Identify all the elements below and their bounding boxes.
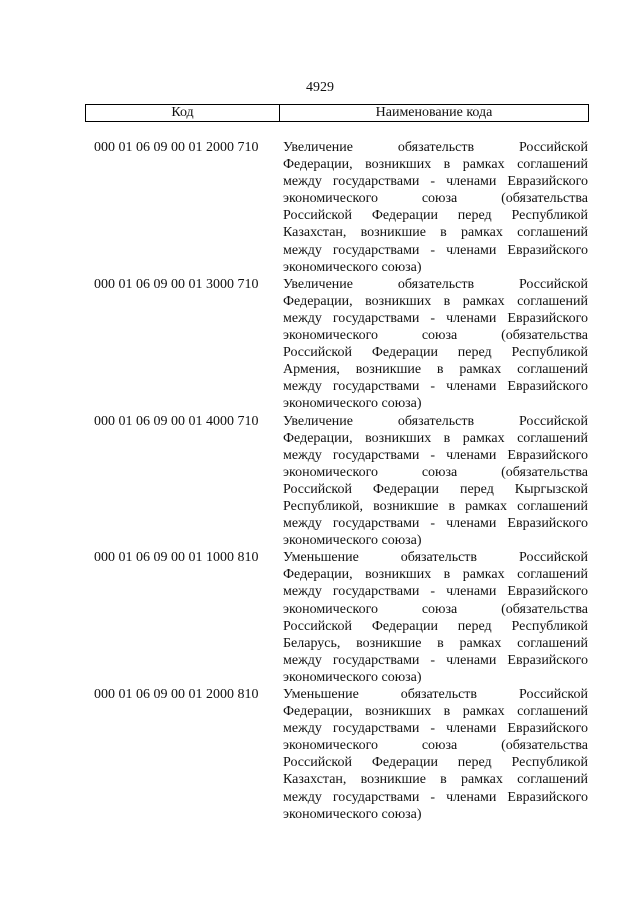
- description-line: Федерации, возникших в рамках соглашений: [283, 430, 588, 446]
- column-header-name: Наименование кода: [375, 105, 493, 120]
- description-line: экономического союза): [283, 669, 422, 685]
- table-header: [85, 104, 589, 122]
- description-line: экономического союза): [283, 806, 422, 822]
- description-line: Уменьшение обязательств Российской: [283, 550, 588, 566]
- description-line: Федерации, возникших в рамках соглашений: [283, 293, 588, 309]
- description-line: между государствами - членами Евразийского: [283, 447, 588, 463]
- description-line: Увеличение обязательств Российской: [283, 413, 588, 429]
- description-line: между государствами - членами Евразийского: [283, 789, 588, 805]
- description-line: Российской Федерации перед Республикой: [283, 208, 588, 224]
- description-line: между государствами - членами Евразийского: [283, 174, 588, 190]
- description-line: Казахстан, возникшие в рамках соглашений: [283, 225, 588, 241]
- table-body: [94, 139, 588, 823]
- description-line: между государствами - членами Евразийского: [283, 516, 588, 532]
- description-line: экономического союза (обязательства: [283, 738, 588, 754]
- description-line: между государствами - членами Евразийского: [283, 310, 588, 326]
- description-line: между государствами - членами Евразийского: [283, 379, 588, 395]
- table-row: [94, 413, 588, 550]
- description-line: Беларусь, возникшие в рамках соглашений: [283, 635, 588, 651]
- description-line: Российской Федерации перед Республикой: [283, 755, 588, 771]
- description-line: Республикой, возникшие в рамках соглашений: [283, 498, 588, 514]
- description-line: Увеличение обязательств Российской: [283, 140, 588, 155]
- description-line: Казахстан, возникшие в рамках соглашений: [283, 772, 588, 788]
- table-row: [94, 549, 588, 686]
- description-line: Федерации, возникших в рамках соглашений: [283, 567, 588, 583]
- description-line: экономического союза): [283, 396, 422, 412]
- table-row: [94, 686, 588, 823]
- row-description: [283, 276, 588, 413]
- description-line: экономического союза): [283, 533, 422, 549]
- description-line: экономического союза): [283, 259, 422, 275]
- description-line: между государствами - членами Евразийского: [283, 584, 588, 600]
- page-number: 4929: [306, 80, 334, 95]
- row-description: [283, 413, 588, 550]
- description-line: Федерации, возникших в рамках соглашений: [283, 157, 588, 173]
- description-line: Уменьшение обязательств Российской: [283, 687, 588, 702]
- description-line: Армения, возникшие в рамках соглашений: [283, 362, 588, 378]
- description-line: Российской Федерации перед Республикой: [283, 345, 588, 361]
- description-line: между государствами - членами Евразийского: [283, 242, 588, 258]
- row-code: 000 01 06 09 00 01 3000 710: [94, 276, 259, 292]
- description-line: экономического союза (обязательства: [283, 464, 588, 480]
- row-code: 000 01 06 09 00 01 4000 710: [94, 413, 259, 429]
- row-code: 000 01 06 09 00 01 1000 810: [94, 550, 259, 566]
- table-row: [94, 139, 588, 276]
- description-line: Российской Федерации перед Кыргызской: [283, 481, 588, 497]
- column-header-code: Код: [86, 105, 280, 121]
- description-line: Увеличение обязательств Российской: [283, 276, 588, 292]
- row-description: [283, 549, 588, 686]
- description-line: экономического союза (обязательства: [283, 601, 588, 617]
- description-line: экономического союза (обязательства: [283, 191, 588, 207]
- row-description: [283, 139, 588, 276]
- description-line: между государствами - членами Евразийского: [283, 652, 588, 668]
- description-line: Российской Федерации перед Республикой: [283, 618, 588, 634]
- description-line: Федерации, возникших в рамках соглашений: [283, 704, 588, 720]
- description-line: экономического союза (обязательства: [283, 328, 588, 344]
- row-code: 000 01 06 09 00 01 2000 810: [94, 687, 259, 702]
- row-code: 000 01 06 09 00 01 2000 710: [94, 140, 259, 155]
- row-description: [283, 686, 588, 823]
- table-row: [94, 276, 588, 413]
- description-line: между государствами - членами Евразийского: [283, 721, 588, 737]
